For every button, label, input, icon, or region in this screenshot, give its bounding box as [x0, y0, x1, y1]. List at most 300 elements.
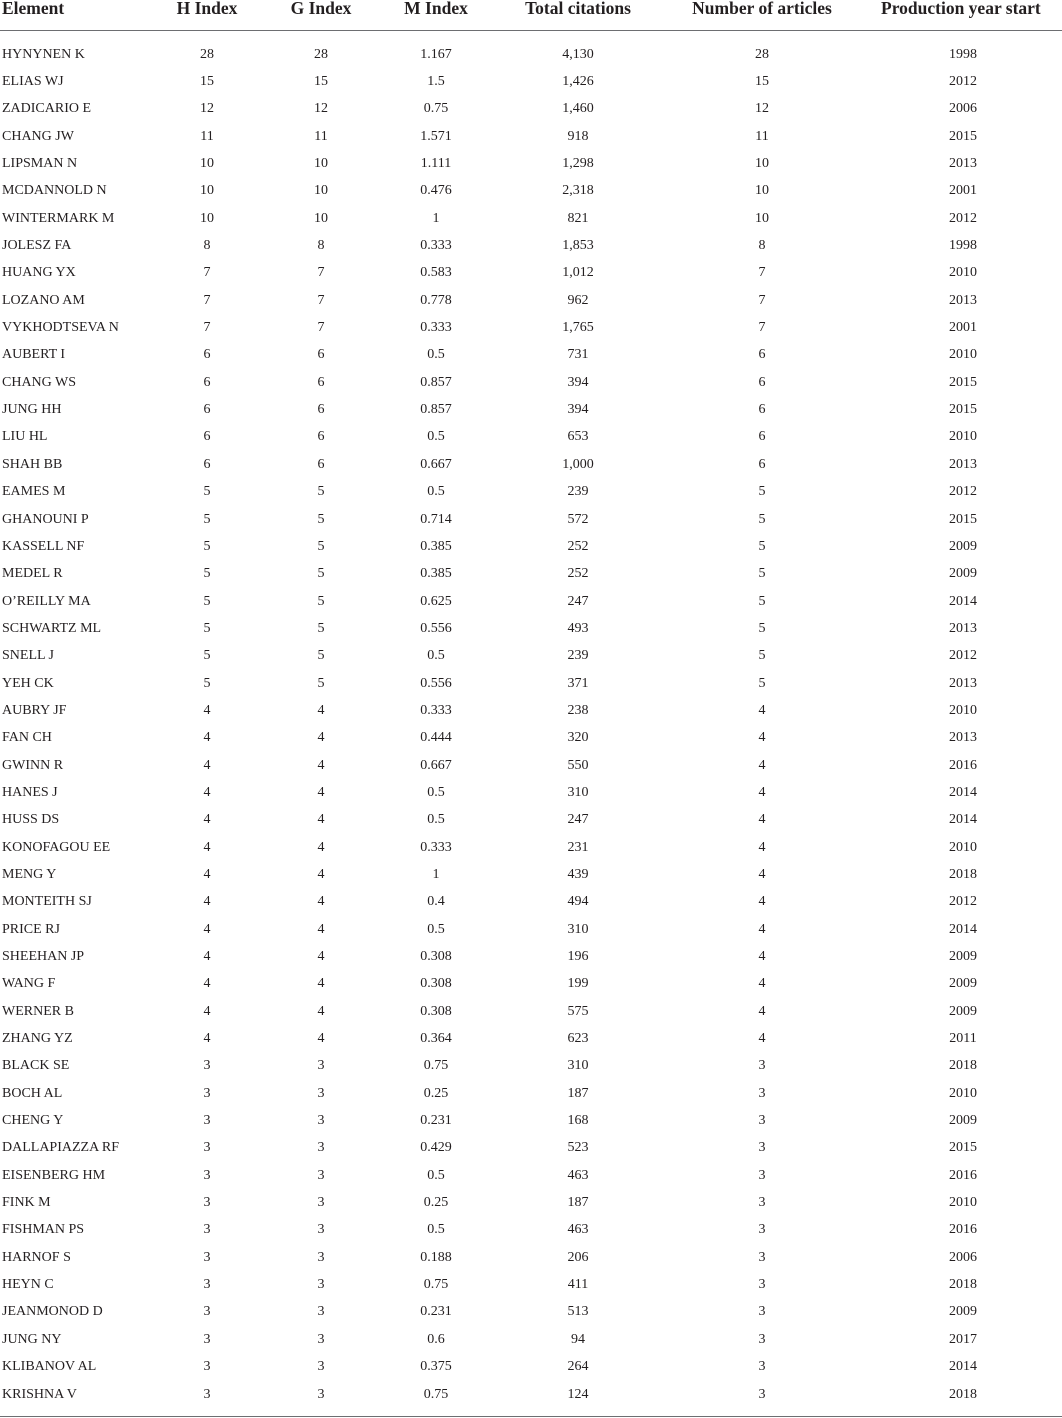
cell-number-of-articles: 5	[758, 484, 766, 500]
cell-h-index: 3	[203, 1277, 211, 1293]
cell-h-index: 3	[203, 1140, 211, 1156]
cell-g-index: 4	[317, 894, 325, 910]
cell-number-of-articles: 6	[758, 456, 766, 472]
cell-g-index: 4	[317, 784, 325, 800]
cell-m-index: 0.5	[427, 784, 445, 800]
cell-total-citations: 310	[567, 1058, 589, 1074]
cell-total-citations: 821	[567, 210, 589, 226]
cell-production-year-start: 2014	[949, 921, 977, 937]
cell-h-index: 28	[200, 46, 214, 62]
cell-number-of-articles: 4	[758, 866, 766, 882]
cell-author: DALLAPIAZZA RF	[2, 1140, 120, 1156]
cell-author: SCHWARTZ ML	[2, 620, 102, 636]
cell-author: GWINN R	[2, 757, 64, 773]
cell-total-citations: 199	[567, 976, 589, 992]
table-row	[0, 588, 1062, 615]
cell-total-citations: 187	[567, 1195, 589, 1211]
cell-total-citations: 523	[567, 1140, 589, 1156]
cell-total-citations: 247	[567, 812, 589, 828]
cell-g-index: 3	[317, 1195, 325, 1211]
cell-g-index: 3	[317, 1359, 325, 1375]
cell-m-index: 0.625	[420, 593, 452, 609]
cell-g-index: 3	[317, 1249, 325, 1265]
cell-number-of-articles: 5	[758, 593, 766, 609]
cell-h-index: 8	[203, 238, 211, 254]
cell-m-index: 1.167	[420, 46, 452, 62]
cell-h-index: 6	[203, 402, 211, 418]
table-row	[0, 287, 1062, 314]
cell-author: SHAH BB	[2, 456, 63, 472]
cell-total-citations: 264	[567, 1359, 589, 1375]
cell-number-of-articles: 3	[758, 1249, 766, 1265]
cell-g-index: 7	[317, 265, 325, 281]
table-row	[0, 396, 1062, 423]
table-row	[0, 96, 1062, 123]
cell-production-year-start: 2013	[949, 292, 977, 308]
cell-author: AUBERT I	[2, 347, 66, 363]
cell-number-of-articles: 4	[758, 976, 766, 992]
cell-author: CHENG Y	[2, 1113, 64, 1129]
cell-h-index: 4	[203, 757, 211, 773]
cell-production-year-start: 2010	[949, 1085, 977, 1101]
cell-h-index: 7	[203, 320, 211, 336]
cell-g-index: 4	[317, 866, 325, 882]
cell-g-index: 5	[317, 566, 325, 582]
cell-production-year-start: 2009	[949, 538, 977, 554]
cell-m-index: 0.231	[420, 1304, 452, 1320]
cell-total-citations: 238	[567, 702, 589, 718]
cell-g-index: 10	[314, 183, 328, 199]
table-row	[0, 889, 1062, 916]
cell-h-index: 5	[203, 511, 211, 527]
cell-production-year-start: 2017	[949, 1331, 977, 1347]
cell-m-index: 0.333	[420, 320, 452, 336]
cell-total-citations: 411	[567, 1277, 589, 1293]
cell-g-index: 5	[317, 593, 325, 609]
table-row	[0, 1326, 1062, 1353]
cell-author: BLACK SE	[2, 1058, 70, 1074]
column-header-production-year-start: Production year start	[864, 0, 1062, 31]
cell-g-index: 4	[317, 1003, 325, 1019]
cell-g-index: 5	[317, 538, 325, 554]
cell-number-of-articles: 3	[758, 1277, 766, 1293]
cell-g-index: 3	[317, 1304, 325, 1320]
cell-h-index: 3	[203, 1058, 211, 1074]
cell-production-year-start: 2015	[949, 402, 977, 418]
cell-production-year-start: 2001	[949, 183, 977, 199]
cell-author: MEDEL R	[2, 566, 63, 582]
cell-production-year-start: 2013	[949, 620, 977, 636]
cell-total-citations: 394	[567, 402, 589, 418]
cell-number-of-articles: 8	[758, 238, 766, 254]
cell-author: VYKHODTSEVA N	[2, 320, 119, 336]
cell-m-index: 0.556	[420, 675, 452, 691]
cell-number-of-articles: 10	[755, 156, 769, 172]
cell-number-of-articles: 3	[758, 1331, 766, 1347]
cell-g-index: 10	[314, 210, 328, 226]
cell-h-index: 3	[203, 1331, 211, 1347]
cell-g-index: 4	[317, 921, 325, 937]
table-row	[0, 697, 1062, 724]
cell-number-of-articles: 4	[758, 812, 766, 828]
cell-h-index: 3	[203, 1195, 211, 1211]
cell-m-index: 1.571	[420, 128, 452, 144]
cell-g-index: 3	[317, 1222, 325, 1238]
cell-number-of-articles: 6	[758, 374, 766, 390]
cell-number-of-articles: 3	[758, 1058, 766, 1074]
cell-g-index: 8	[317, 238, 325, 254]
table-row	[0, 1135, 1062, 1162]
cell-production-year-start: 2012	[949, 210, 977, 226]
cell-h-index: 4	[203, 894, 211, 910]
cell-m-index: 0.75	[423, 101, 449, 117]
cell-h-index: 4	[203, 976, 211, 992]
cell-author: O’REILLY MA	[2, 593, 91, 609]
cell-production-year-start: 2001	[949, 320, 977, 336]
table-row	[0, 68, 1062, 95]
cell-author: FISHMAN PS	[2, 1222, 85, 1238]
cell-number-of-articles: 5	[758, 620, 766, 636]
cell-total-citations: 252	[567, 538, 589, 554]
cell-h-index: 5	[203, 593, 211, 609]
cell-author: MONTEITH SJ	[2, 894, 92, 910]
cell-author: KASSELL NF	[2, 538, 85, 554]
cell-m-index: 0.5	[427, 812, 445, 828]
cell-number-of-articles: 7	[758, 265, 766, 281]
cell-m-index: 0.4	[427, 894, 445, 910]
table-row	[0, 1162, 1062, 1189]
cell-g-index: 7	[317, 292, 325, 308]
cell-g-index: 3	[317, 1277, 325, 1293]
cell-number-of-articles: 3	[758, 1167, 766, 1183]
cell-total-citations: 550	[567, 757, 589, 773]
table-row	[0, 506, 1062, 533]
cell-h-index: 5	[203, 675, 211, 691]
cell-number-of-articles: 4	[758, 894, 766, 910]
cell-h-index: 4	[203, 1003, 211, 1019]
cell-author: EAMES M	[2, 484, 66, 500]
cell-production-year-start: 2018	[949, 1277, 977, 1293]
cell-h-index: 3	[203, 1304, 211, 1320]
cell-total-citations: 463	[567, 1222, 589, 1238]
cell-g-index: 5	[317, 675, 325, 691]
cell-m-index: 0.5	[427, 648, 445, 664]
cell-production-year-start: 2013	[949, 456, 977, 472]
cell-m-index: 0.75	[423, 1277, 449, 1293]
table-row	[0, 533, 1062, 560]
cell-g-index: 15	[314, 74, 328, 90]
header-spacer	[0, 31, 1062, 42]
cell-total-citations: 962	[567, 292, 589, 308]
cell-h-index: 4	[203, 730, 211, 746]
cell-number-of-articles: 3	[758, 1304, 766, 1320]
table-row	[0, 479, 1062, 506]
cell-g-index: 4	[317, 730, 325, 746]
cell-m-index: 0.583	[420, 265, 452, 281]
table-row	[0, 314, 1062, 341]
cell-author: ELIAS WJ	[2, 74, 64, 90]
cell-author: HARNOF S	[2, 1249, 71, 1265]
cell-h-index: 4	[203, 949, 211, 965]
cell-production-year-start: 2014	[949, 593, 977, 609]
cell-author: LOZANO AM	[2, 292, 85, 308]
cell-production-year-start: 2009	[949, 976, 977, 992]
cell-total-citations: 124	[567, 1386, 589, 1402]
cell-author: ZADICARIO E	[2, 101, 92, 117]
cell-author: KONOFAGOU EE	[2, 839, 111, 855]
cell-total-citations: 247	[567, 593, 589, 609]
cell-author: ZHANG YZ	[2, 1031, 73, 1047]
cell-author: JUNG HH	[2, 402, 62, 418]
cell-total-citations: 493	[567, 620, 589, 636]
cell-m-index: 0.5	[427, 347, 445, 363]
cell-number-of-articles: 4	[758, 730, 766, 746]
cell-number-of-articles: 3	[758, 1359, 766, 1375]
cell-g-index: 6	[317, 347, 325, 363]
cell-h-index: 4	[203, 1031, 211, 1047]
table-row	[0, 615, 1062, 642]
cell-g-index: 4	[317, 702, 325, 718]
cell-g-index: 4	[317, 757, 325, 773]
cell-h-index: 5	[203, 484, 211, 500]
table-row	[0, 342, 1062, 369]
cell-m-index: 0.333	[420, 839, 452, 855]
cell-number-of-articles: 3	[758, 1085, 766, 1101]
cell-author: SHEEHAN JP	[2, 949, 85, 965]
cell-production-year-start: 1998	[949, 46, 977, 62]
cell-total-citations: 196	[567, 949, 589, 965]
cell-author: HANES J	[2, 784, 58, 800]
cell-author: HYNYNEN K	[2, 46, 85, 62]
cell-production-year-start: 2010	[949, 347, 977, 363]
cell-g-index: 3	[317, 1085, 325, 1101]
cell-total-citations: 231	[567, 839, 589, 855]
cell-production-year-start: 2009	[949, 1113, 977, 1129]
cell-m-index: 0.5	[427, 429, 445, 445]
cell-total-citations: 494	[567, 894, 589, 910]
cell-production-year-start: 2010	[949, 839, 977, 855]
table-row	[0, 1053, 1062, 1080]
cell-production-year-start: 2012	[949, 648, 977, 664]
cell-total-citations: 310	[567, 921, 589, 937]
cell-m-index: 0.778	[420, 292, 452, 308]
table-row	[0, 998, 1062, 1025]
cell-h-index: 3	[203, 1085, 211, 1101]
cell-author: LIU HL	[2, 429, 48, 445]
cell-total-citations: 1,853	[562, 238, 594, 254]
table-row	[0, 807, 1062, 834]
table-row	[0, 561, 1062, 588]
cell-m-index: 0.385	[420, 566, 452, 582]
cell-m-index: 0.5	[427, 921, 445, 937]
cell-production-year-start: 2006	[949, 1249, 977, 1265]
column-header-number-of-articles: Number of articles	[660, 0, 864, 31]
cell-total-citations: 2,318	[562, 183, 594, 199]
cell-total-citations: 918	[567, 128, 589, 144]
cell-number-of-articles: 4	[758, 702, 766, 718]
cell-number-of-articles: 6	[758, 347, 766, 363]
cell-number-of-articles: 3	[758, 1222, 766, 1238]
cell-g-index: 6	[317, 402, 325, 418]
cell-production-year-start: 2016	[949, 1167, 977, 1183]
cell-production-year-start: 2009	[949, 1003, 977, 1019]
cell-m-index: 0.5	[427, 1222, 445, 1238]
column-header-element: Element	[0, 0, 148, 31]
cell-number-of-articles: 6	[758, 429, 766, 445]
table-row	[0, 260, 1062, 287]
cell-h-index: 4	[203, 866, 211, 882]
cell-author: BOCH AL	[2, 1085, 63, 1101]
cell-g-index: 28	[314, 46, 328, 62]
cell-g-index: 3	[317, 1140, 325, 1156]
cell-total-citations: 1,765	[562, 320, 594, 336]
cell-number-of-articles: 4	[758, 949, 766, 965]
cell-author: HEYN C	[2, 1277, 54, 1293]
cell-author: JUNG NY	[2, 1331, 62, 1347]
cell-g-index: 6	[317, 456, 325, 472]
cell-m-index: 0.667	[420, 757, 452, 773]
cell-g-index: 5	[317, 511, 325, 527]
cell-production-year-start: 2009	[949, 566, 977, 582]
cell-author: PRICE RJ	[2, 921, 60, 937]
cell-m-index: 0.556	[420, 620, 452, 636]
cell-g-index: 3	[317, 1331, 325, 1347]
cell-m-index: 0.188	[420, 1249, 452, 1265]
cell-h-index: 10	[200, 183, 214, 199]
cell-m-index: 0.25	[423, 1085, 449, 1101]
cell-production-year-start: 2015	[949, 374, 977, 390]
cell-production-year-start: 2012	[949, 484, 977, 500]
cell-number-of-articles: 4	[758, 1031, 766, 1047]
cell-production-year-start: 2010	[949, 702, 977, 718]
cell-m-index: 0.857	[420, 402, 452, 418]
cell-author: MCDANNOLD N	[2, 183, 107, 199]
cell-author: HUSS DS	[2, 812, 60, 828]
cell-h-index: 6	[203, 456, 211, 472]
cell-author: CHANG WS	[2, 374, 77, 390]
cell-author: FAN CH	[2, 730, 52, 746]
cell-production-year-start: 2018	[949, 1386, 977, 1402]
cell-number-of-articles: 12	[755, 101, 769, 117]
table-row	[0, 725, 1062, 752]
cell-total-citations: 1,012	[562, 265, 594, 281]
cell-h-index: 3	[203, 1249, 211, 1265]
cell-m-index: 0.375	[420, 1359, 452, 1375]
table-row	[0, 123, 1062, 150]
cell-total-citations: 239	[567, 648, 589, 664]
table-row	[0, 451, 1062, 478]
cell-h-index: 3	[203, 1113, 211, 1129]
table-row	[0, 1025, 1062, 1052]
cell-number-of-articles: 5	[758, 566, 766, 582]
header-row	[0, 0, 1062, 31]
cell-number-of-articles: 10	[755, 210, 769, 226]
cell-h-index: 7	[203, 292, 211, 308]
cell-author: SNELL J	[2, 648, 54, 664]
cell-m-index: 1	[432, 210, 440, 226]
cell-m-index: 0.5	[427, 1167, 445, 1183]
table-row	[0, 150, 1062, 177]
cell-author: GHANOUNI P	[2, 511, 89, 527]
cell-total-citations: 206	[567, 1249, 589, 1265]
cell-m-index: 0.333	[420, 238, 452, 254]
cell-m-index: 0.364	[420, 1031, 452, 1047]
cell-m-index: 1.111	[420, 156, 452, 172]
cell-m-index: 0.333	[420, 702, 452, 718]
cell-production-year-start: 2016	[949, 757, 977, 773]
cell-total-citations: 320	[567, 730, 589, 746]
cell-h-index: 5	[203, 620, 211, 636]
cell-production-year-start: 2013	[949, 156, 977, 172]
cell-h-index: 3	[203, 1386, 211, 1402]
cell-total-citations: 394	[567, 374, 589, 390]
cell-number-of-articles: 3	[758, 1195, 766, 1211]
table-row	[0, 1107, 1062, 1134]
cell-production-year-start: 2010	[949, 265, 977, 281]
cell-total-citations: 575	[567, 1003, 589, 1019]
table-row	[0, 1189, 1062, 1216]
table-row	[0, 41, 1062, 68]
table-row	[0, 643, 1062, 670]
table-row	[0, 1217, 1062, 1244]
table-row	[0, 752, 1062, 779]
cell-h-index: 4	[203, 921, 211, 937]
table-header	[0, 0, 1062, 31]
cell-m-index: 0.667	[420, 456, 452, 472]
cell-m-index: 0.857	[420, 374, 452, 390]
cell-g-index: 4	[317, 812, 325, 828]
cell-author: MENG Y	[2, 866, 57, 882]
table-row	[0, 834, 1062, 861]
cell-number-of-articles: 5	[758, 675, 766, 691]
table-row	[0, 1080, 1062, 1107]
table-row	[0, 1271, 1062, 1298]
table-row	[0, 943, 1062, 970]
cell-production-year-start: 2010	[949, 1195, 977, 1211]
cell-h-index: 5	[203, 538, 211, 554]
cell-production-year-start: 2014	[949, 1359, 977, 1375]
cell-number-of-articles: 5	[758, 648, 766, 664]
cell-h-index: 5	[203, 648, 211, 664]
cell-production-year-start: 2018	[949, 866, 977, 882]
cell-m-index: 0.6	[427, 1331, 445, 1347]
cell-number-of-articles: 4	[758, 839, 766, 855]
cell-m-index: 0.308	[420, 1003, 452, 1019]
cell-author: AUBRY JF	[2, 702, 67, 718]
cell-total-citations: 252	[567, 566, 589, 582]
cell-total-citations: 310	[567, 784, 589, 800]
cell-g-index: 3	[317, 1058, 325, 1074]
cell-m-index: 0.231	[420, 1113, 452, 1129]
cell-total-citations: 94	[571, 1331, 585, 1347]
cell-number-of-articles: 3	[758, 1386, 766, 1402]
cell-total-citations: 1,298	[562, 156, 594, 172]
column-header-m-index: M Index	[376, 0, 496, 31]
table-row	[0, 369, 1062, 396]
cell-total-citations: 4,130	[562, 46, 594, 62]
cell-m-index: 0.476	[420, 183, 452, 199]
cell-h-index: 6	[203, 347, 211, 363]
table-row	[0, 232, 1062, 259]
cell-production-year-start: 2014	[949, 784, 977, 800]
table-row	[0, 178, 1062, 205]
cell-number-of-articles: 4	[758, 921, 766, 937]
cell-number-of-articles: 15	[755, 74, 769, 90]
cell-m-index: 0.429	[420, 1140, 452, 1156]
cell-author: WINTERMARK M	[2, 210, 115, 226]
cell-author: JEANMONOD D	[2, 1304, 103, 1320]
cell-author: WERNER B	[2, 1003, 74, 1019]
